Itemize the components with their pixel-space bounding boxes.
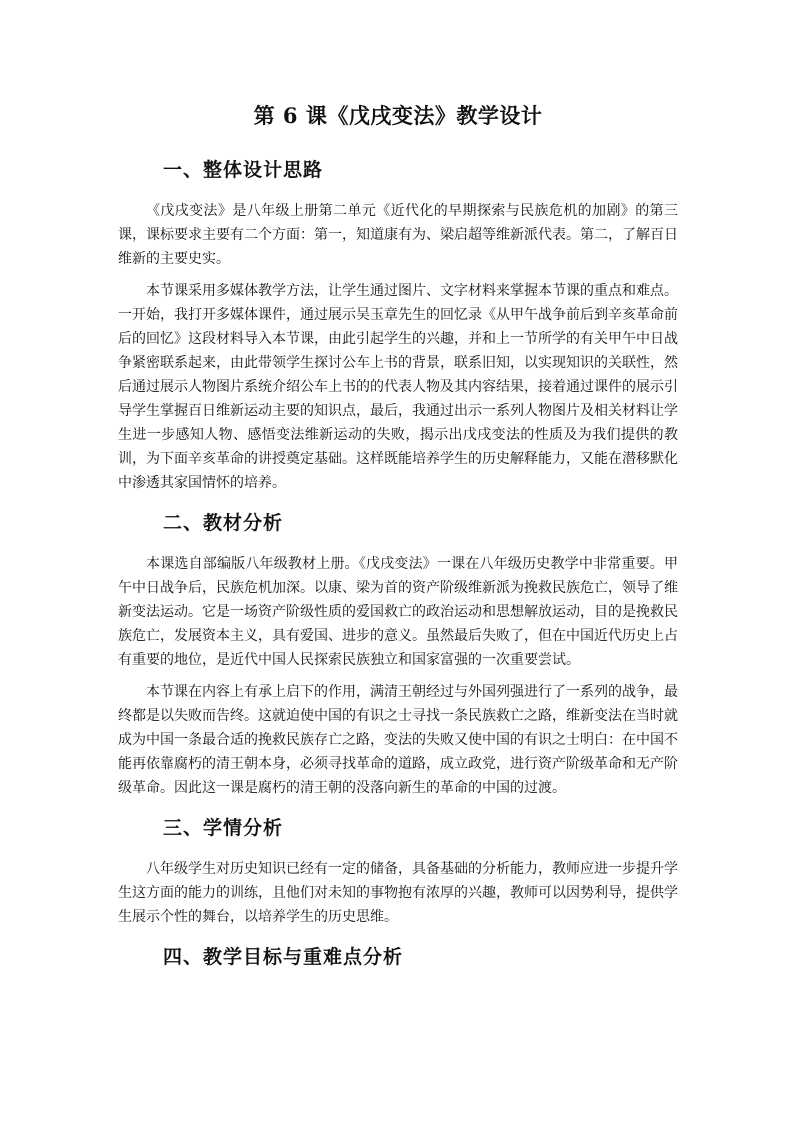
paragraph: 八年级学生对历史知识已经有一定的储备，具备基础的分析能力，教师应进一步提升学生这方面的能力的训练，且他们对未知的事物抱有浓厚的兴趣，教师可以因势利导，提供学生展示个性的舞台，以培养学生的历史思维。	[118, 861, 678, 925]
document-page	[118, 100, 678, 973]
section-heading-student-analysis: 三、学情分析	[163, 817, 284, 839]
section-heading-overall-design: 一、整体设计思路	[163, 159, 324, 181]
section-heading-textbook-analysis: 二、教材分析	[163, 512, 284, 534]
paragraph: 本课选自部编版八年级教材上册。《戊戌变法》一课在八年级历史教学中非常重要。甲午中日战争后，民族危机加深。以康、梁为首的资产阶级维新派为挽救民族危亡，领导了维新变法运动。它是一场资产阶级性质的爱国救亡的政治运动和思想解放运动，目的是挽救民族危亡，发展资本主义，具有爱国、进步的意义。虽然最后失败了，但在中国近代历史上占有重要的地位，是近代中国人民探索民族独立和国家富强的一次重要尝试。	[118, 556, 678, 668]
paragraph: 本节课采用多媒体教学方法，让学生通过图片、文字材料来掌握本节课的重点和难点。一开始，我打开多媒体课件，通过展示吴玉章先生的回忆录《从甲午战争前后到辛亥革命前后的回忆》这段材料导入本节课，由此引起学生的兴趣，并和上一节所学的有关甲午中日战争紧密联系起来，由此带领学生探讨公车上书的背景，联系旧知，以实现知识的关联性，然后通过展示人物图片系统介绍公车上书的的代表人物及其内容结果，接着通过课件的展示引导学生掌握百日维新运动主要的知识点，最后，我通过出示一系列人物图片及相关材料让学生进一步感知人物、感悟变法维新运动的失败，揭示出戊戌变法的性质及为我们提供的教训，为下面辛亥革命的讲授奠定基础。这样既能培养学生的历史解释能力，又能在潜移默化中渗透其家国情怀的培养。	[118, 283, 678, 491]
document-title: 第 6 课《戊戌变法》教学设计	[253, 103, 543, 128]
paragraph: 《戊戌变法》是八年级上册第二单元《近代化的早期探索与民族危机的加剧》的第三课，课标要求主要有二个方面：第一，知道康有为、梁启超等维新派代表。第二，了解百日维新的主要史实。	[118, 203, 678, 267]
section-heading-teaching-goals: 四、教学目标与重难点分析	[163, 946, 404, 968]
paragraph: 本节课在内容上有承上启下的作用，满清王朝经过与外国列强进行了一系列的战争，最终都是以失败而告终。这就迫使中国的有识之士寻找一条民族救亡之路，维新变法在当时就成为中国一条最合适的挽救民族存亡之路，变法的失败又使中国的有识之士明白：在中国不能再依靠腐朽的清王朝本身，必须寻找革命的道路，成立政党，进行资产阶级革命和无产阶级革命。因此这一课是腐朽的清王朝的没落向新生的革命的中国的过渡。	[118, 684, 678, 796]
